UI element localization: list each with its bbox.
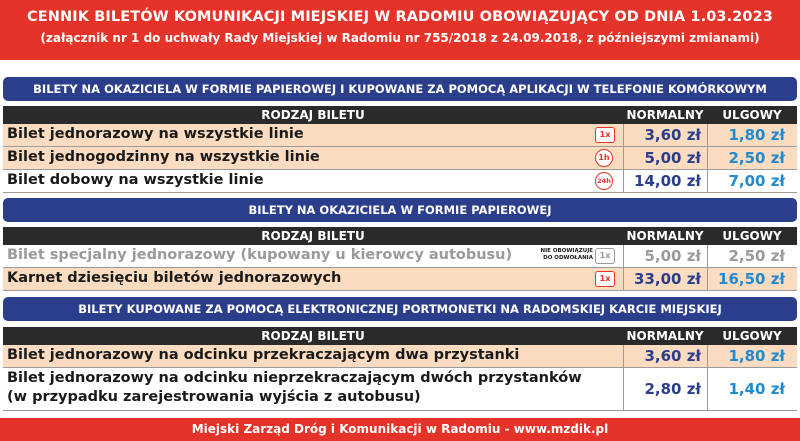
price-normal: 33,00 zł xyxy=(623,268,707,290)
single-ticket-icon: 1x xyxy=(595,271,615,287)
section2-title: BILETY NA OKAZICIELA W FORMIE PAPIEROWEJ xyxy=(3,198,797,222)
ticket-name: Bilet jednorazowy na wszystkie linie xyxy=(7,126,304,142)
page-subtitle: (załącznik nr 1 do uchwały Rady Miejskiej w Radomiu nr 755/2018 z 24.09.2018, z późniejszymi zmianami) xyxy=(40,31,760,45)
price-reduced: 2,50 zł xyxy=(707,147,797,169)
col-type: RODZAJ BILETU xyxy=(261,229,365,243)
price-reduced: 16,50 zł xyxy=(707,268,797,290)
ticket-name: Bilet jednogodzinny na wszystkie linie xyxy=(7,149,320,165)
table-header xyxy=(3,227,797,245)
col-normal: NORMALNY xyxy=(626,329,704,343)
note-line-1: NIE OBOWIĄZUJE xyxy=(540,248,593,254)
price-reduced: 1,40 zł xyxy=(707,368,797,410)
col-reduced: ULGOWY xyxy=(722,329,782,343)
ticket-name: Bilet jednorazowy na odcinku przekraczającym dwa przystanki xyxy=(7,347,520,363)
price-normal: 5,00 zł xyxy=(623,245,707,267)
page-header xyxy=(0,0,800,60)
col-reduced: ULGOWY xyxy=(722,229,782,243)
price-normal: 2,80 zł xyxy=(623,368,707,410)
ticket-name: Karnet dziesięciu biletów jednorazowych xyxy=(7,270,342,286)
suspended-note xyxy=(537,248,593,262)
table-row xyxy=(3,268,797,291)
price-reduced: 7,00 zł xyxy=(707,170,797,192)
col-normal: NORMALNY xyxy=(626,108,704,122)
single-ticket-icon: 1x xyxy=(595,127,615,143)
ticket-name-note: (w przypadku zarejestrowania wyjścia z autobusu) xyxy=(7,389,421,405)
table-row xyxy=(3,170,797,193)
price-reduced: 1,80 zł xyxy=(707,124,797,146)
col-type: RODZAJ BILETU xyxy=(261,329,365,343)
price-normal: 14,00 zł xyxy=(623,170,707,192)
price-normal: 3,60 zł xyxy=(623,345,707,367)
table-row xyxy=(3,368,797,411)
ticket-name: Bilet jednorazowy na odcinku nieprzekraczającym dwóch przystanków xyxy=(7,370,582,386)
table-row xyxy=(3,245,797,268)
ticket-name: Bilet dobowy na wszystkie linie xyxy=(7,172,264,188)
single-ticket-icon: 1x xyxy=(595,248,615,264)
table-row xyxy=(3,124,797,147)
section1-title: BILETY NA OKAZICIELA W FORMIE PAPIEROWEJ I KUPOWANE ZA POMOCĄ APLIKACJI W TELEFONIE KOMÓRKOWYM xyxy=(3,77,797,101)
section3-title: BILETY KUPOWANE ZA POMOCĄ ELEKTRONICZNEJ PORTMONETKI NA RADOMSKIEJ KARCIE MIEJSKIEJ xyxy=(3,297,797,321)
price-reduced: 2,50 zł xyxy=(707,245,797,267)
col-reduced: ULGOWY xyxy=(722,108,782,122)
table-row xyxy=(3,147,797,170)
ticket-name: Bilet specjalny jednorazowy (kupowany u kierowcy autobusu) xyxy=(7,247,513,263)
price-normal: 5,00 zł xyxy=(623,147,707,169)
price-reduced: 1,80 zł xyxy=(707,345,797,367)
col-normal: NORMALNY xyxy=(626,229,704,243)
table-row xyxy=(3,345,797,368)
col-type: RODZAJ BILETU xyxy=(261,108,365,122)
footer: Miejski Zarząd Dróg i Komunikacji w Radomiu - www.mzdik.pl xyxy=(0,418,800,441)
note-line-2: DO ODWOŁANIA xyxy=(543,255,593,261)
table-header xyxy=(3,106,797,124)
price-normal: 3,60 zł xyxy=(623,124,707,146)
page-title: CENNIK BILETÓW KOMUNIKACJI MIEJSKIEJ W RADOMIU OBOWIĄZUJĄCY OD DNIA 1.03.2023 xyxy=(27,9,773,25)
hour-ticket-icon: 1h xyxy=(595,149,613,167)
table-header xyxy=(3,327,797,345)
day-ticket-icon: 24h xyxy=(595,172,613,190)
